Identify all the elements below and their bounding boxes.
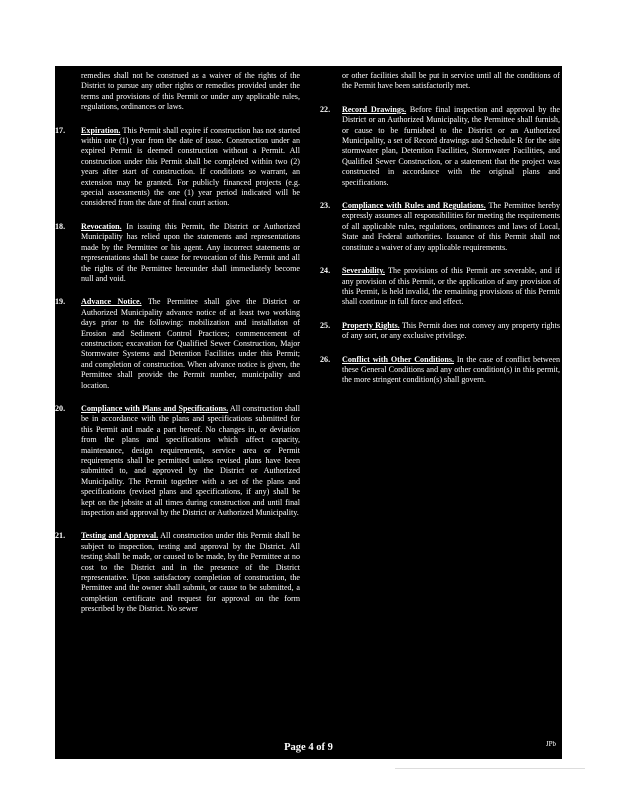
item-text: The provisions of this Permit are severable, and if any provision of this Permit, or the application of any provision of this Permit, is held invalid, the remaining provisions of this Permit shall continue in full force and effect. [342, 266, 560, 307]
item-heading: Testing and Approval. [81, 531, 159, 541]
left-column [55, 71, 300, 628]
item-text: This Permit shall expire if construction has not started within one (1) year from the date of issue. Construction under an expired Permit is deemed construction without a Permit. All construction under this Permit shall be completed within two (2) years after start of construction. If conditions so warrant, an extension may be granted. For publicly financed projects (e.g. special assessments) the one (1) year period indicated will be considered from the date of final court action. [81, 125, 300, 208]
condition-17 [55, 126, 300, 209]
item-number: 20. [55, 403, 66, 413]
item-number: 25. [320, 320, 331, 330]
item-heading: Expiration. [81, 125, 121, 135]
scanned-page [55, 66, 562, 759]
item-text: This Permit does not convey any property rights of any sort, or any exclusive privilege. [342, 320, 561, 341]
condition-23 [320, 201, 560, 253]
item-number: 24. [320, 266, 331, 276]
item-text: Before final inspection and approval by the District or an Authorized Municipality, the Permittee shall furnish, or cause to be furnished to the District or an Authorized Municipality, a set of Record drawings and Schedule R for the site stormwater plan, Detention Facilities, Stormwater Facilities, and Qualified Sewer Construction, or a statement that the project was constructed in accordance with the original plans and specifications. [342, 104, 560, 187]
condition-19 [55, 297, 300, 391]
scan-edge-line [395, 768, 585, 769]
item-text: All construction shall be in accordance with the plans and specifications submitted for this Permit and made a part hereof. No changes in, or deviation from the plans and specifications which affect capacity, maintenance, design requirements, service area or Permit requirements shall be permitted unless revised plans have been submitted to, and approved by the District or Authorized Municipality. The Permit together with a set of the plans and specifications (revised plans and specifications, if any) shall be kept on the jobsite at all times during construction and until final inspection and approval by the District or Authorized Municipality. [81, 403, 300, 518]
item-heading: Conflict with Other Conditions. [342, 354, 455, 364]
item-heading: Revocation. [81, 221, 122, 231]
item-heading: Property Rights. [342, 320, 400, 330]
item-text: All construction under this Permit shall be subject to inspection, testing and approval by the District. All testing shall be made, or caused to be made, by the Permittee at no cost to the District and in the presence of the District representative. Upon satisfactory completion of construction, the Permittee and the owner shall submit, or cause to be submitted, a completion certificate and request for approval on the form prescribed by the District. No sewer [81, 531, 301, 614]
item-number: 19. [55, 297, 66, 307]
item-number: 21. [55, 531, 66, 541]
item-heading: Severability. [342, 266, 385, 276]
item-number: 22. [320, 104, 331, 114]
item-heading: Advance Notice. [81, 297, 142, 307]
item-text: The Permittee shall give the District or Authorized Municipality advance notice of at least two working days prior to the following: mobilization and installation of Erosion and Sediment Control Practices; commencement of construction; excavation for Qualified Sewer Construction, Major Stormwater Systems and Detention Facilities under this Permit; and completion of construction. When advance notice is given, the Permittee shall provide the Permit number, municipality and location. [81, 297, 300, 390]
page-number: Page 4 of 9 [284, 742, 333, 753]
condition-22 [320, 105, 560, 188]
item-text: In the case of conflict between these General Conditions and any other condition(s) in this permit, the more stringent condition(s) shall govern. [342, 354, 561, 385]
condition-25 [320, 321, 560, 342]
condition-20 [55, 404, 300, 518]
condition-21 [55, 531, 300, 614]
condition-18 [55, 222, 300, 284]
continuation-paragraph: or other facilities shall be put in service until all the conditions of the Permit have been satisfactorily met. [342, 71, 560, 91]
right-column [320, 71, 560, 399]
item-number: 18. [55, 221, 66, 231]
continuation-paragraph: remedies shall not be construed as a waiver of the rights of the District to pursue any other rights or remedies provided under the terms and provisions of this Permit or under any applicable rules, regulations, ordinances or laws. [81, 71, 300, 112]
item-heading: Record Drawings. [342, 104, 407, 114]
item-number: 26. [320, 354, 331, 364]
item-heading: Compliance with Rules and Regulations. [342, 201, 486, 211]
condition-24 [320, 266, 560, 308]
item-text: The Permittee hereby expressly assumes all responsibilities for meeting the requirements of all applicable rules, regulations, ordinances and laws of Local, State and Federal authorities. Issuance of this Permit shall not constitute a waiver of any applicable requirements. [342, 201, 560, 252]
initials-mark: JPb [545, 740, 556, 748]
item-number: 23. [320, 201, 331, 211]
item-heading: Compliance with Plans and Specifications. [81, 403, 229, 413]
condition-26 [320, 355, 560, 386]
item-number: 17. [55, 125, 66, 135]
item-text: In issuing this Permit, the District or Authorized Municipality has relied upon the statements and representations made by the Permittee or his agent. Any incorrect statements or representations shall be cause for revocation of this Permit and all the rights of the Permittee hereunder shall immediately become null and void. [81, 221, 300, 283]
